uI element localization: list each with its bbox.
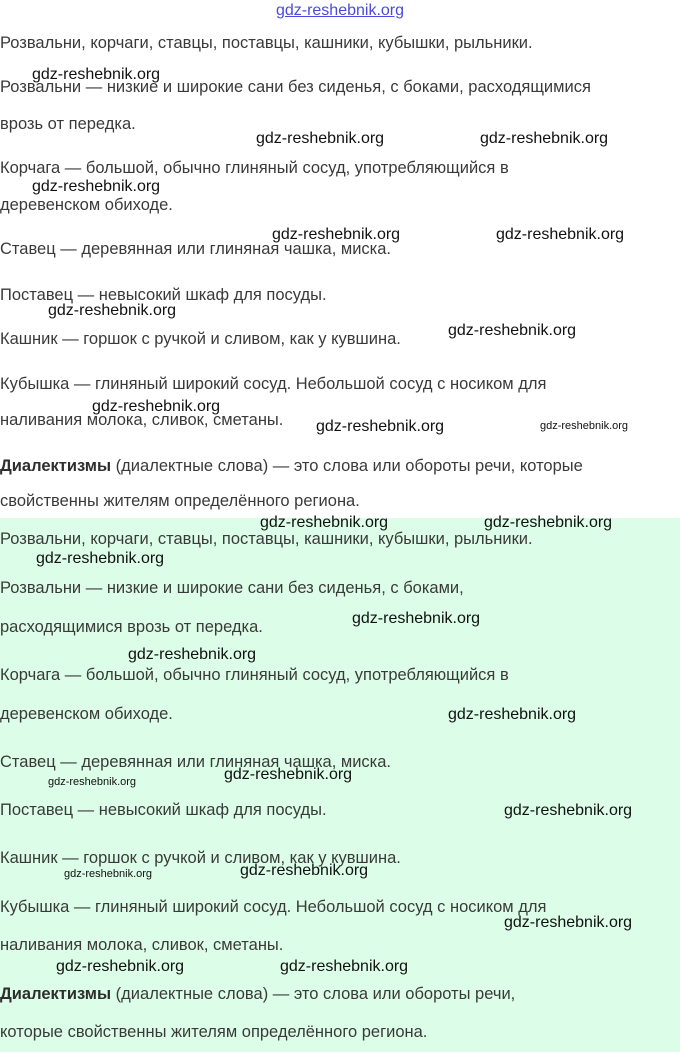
- definition-kubyshka: Кубышка — глиняный широкий сосуд. Небольшой сосуд с носиком для: [0, 898, 547, 916]
- definition-kubyshka-cont: наливания молока, сливок, сметаны.: [0, 411, 284, 429]
- definition-kubyshka-cont: наливания молока, сливок, сметаны.: [0, 936, 284, 954]
- watermark: gdz-reshebnik.org: [256, 130, 385, 147]
- term-dialectisms: Диалектизмы: [0, 985, 112, 1003]
- dialectisms-definition: (диалектные слова) — это слова или обороты речи,: [111, 985, 516, 1003]
- watermark: gdz-reshebnik.org: [316, 418, 445, 435]
- watermark: gdz-reshebnik.org: [128, 646, 257, 663]
- dialectisms-definition: (диалектные слова) — это слова или обороты речи, которые: [111, 457, 583, 475]
- watermark: gdz-reshebnik.org: [36, 550, 165, 567]
- watermark: gdz-reshebnik.org: [56, 958, 185, 975]
- site-header-link[interactable]: gdz-reshebnik.org: [275, 2, 405, 19]
- watermark: gdz-reshebnik.org: [352, 610, 481, 627]
- words-list: Розвальни, корчаги, ставцы, поставцы, кашники, кубышки, рыльники.: [0, 34, 533, 52]
- watermark: gdz-reshebnik.org: [280, 958, 409, 975]
- definition-korchaga-cont: деревенском обиходе.: [0, 196, 173, 214]
- definition-dialectisms: [0, 985, 515, 1004]
- watermark: gdz-reshebnik.org: [48, 776, 137, 788]
- words-list: Розвальни, корчаги, ставцы, поставцы, кашники, кубышки, рыльники.: [0, 530, 533, 548]
- watermark: gdz-reshebnik.org: [484, 514, 613, 531]
- watermark: gdz-reshebnik.org: [32, 178, 161, 195]
- definition-dialectisms-cont: свойственны жителям определённого региона.: [0, 492, 360, 510]
- watermark: gdz-reshebnik.org: [260, 514, 389, 531]
- watermark: gdz-reshebnik.org: [540, 420, 629, 432]
- definition-stavets: Ставец — деревянная или глиняная чашка, миска.: [0, 753, 392, 771]
- definition-kubyshka: Кубышка — глиняный широкий сосуд. Небольшой сосуд с носиком для: [0, 375, 547, 393]
- watermark: gdz-reshebnik.org: [496, 226, 625, 243]
- definition-korchaga: Корчага — большой, обычно глиняный сосуд, употребляющийся в: [0, 159, 509, 177]
- definition-rozvalni-cont: расходящимися врозь от передка.: [0, 618, 263, 636]
- watermark: gdz-reshebnik.org: [504, 802, 633, 819]
- watermark: gdz-reshebnik.org: [448, 322, 577, 339]
- watermark: gdz-reshebnik.org: [92, 398, 221, 415]
- definition-rozvalni: Розвальни — низкие и широкие сани без сиденья, с боками,: [0, 579, 464, 597]
- definition-postavets: Поставец — невысокий шкаф для посуды.: [0, 286, 327, 304]
- watermark: gdz-reshebnik.org: [32, 66, 161, 83]
- definition-korchaga: Корчага — большой, обычно глиняный сосуд, употребляющийся в: [0, 666, 509, 684]
- watermark: gdz-reshebnik.org: [240, 862, 369, 879]
- watermark: gdz-reshebnik.org: [448, 706, 577, 723]
- definition-rozvalni-cont: врозь от передка.: [0, 115, 136, 133]
- definition-dialectisms-cont: которые свойственны жителям определённого региона.: [0, 1023, 428, 1041]
- watermark: gdz-reshebnik.org: [64, 868, 153, 880]
- watermark: gdz-reshebnik.org: [504, 914, 633, 931]
- watermark: gdz-reshebnik.org: [224, 766, 353, 783]
- definition-kashnik: Кашник — горшок с ручкой и сливом, как у кувшина.: [0, 849, 401, 867]
- definition-dialectisms: [0, 457, 583, 476]
- definition-postavets: Поставец — невысокий шкаф для посуды.: [0, 801, 327, 819]
- term-dialectisms: Диалектизмы: [0, 457, 112, 475]
- definition-rozvalni: Розвальни — низкие и широкие сани без сиденья, с боками, расходящимися: [0, 78, 591, 96]
- definition-korchaga-cont: деревенском обиходе.: [0, 705, 173, 723]
- definition-kashnik: Кашник — горшок с ручкой и сливом, как у кувшина.: [0, 330, 401, 348]
- watermark: gdz-reshebnik.org: [48, 302, 177, 319]
- definition-stavets: Ставец — деревянная или глиняная чашка, миска.: [0, 240, 392, 258]
- watermark: gdz-reshebnik.org: [480, 130, 609, 147]
- watermark: gdz-reshebnik.org: [272, 226, 401, 243]
